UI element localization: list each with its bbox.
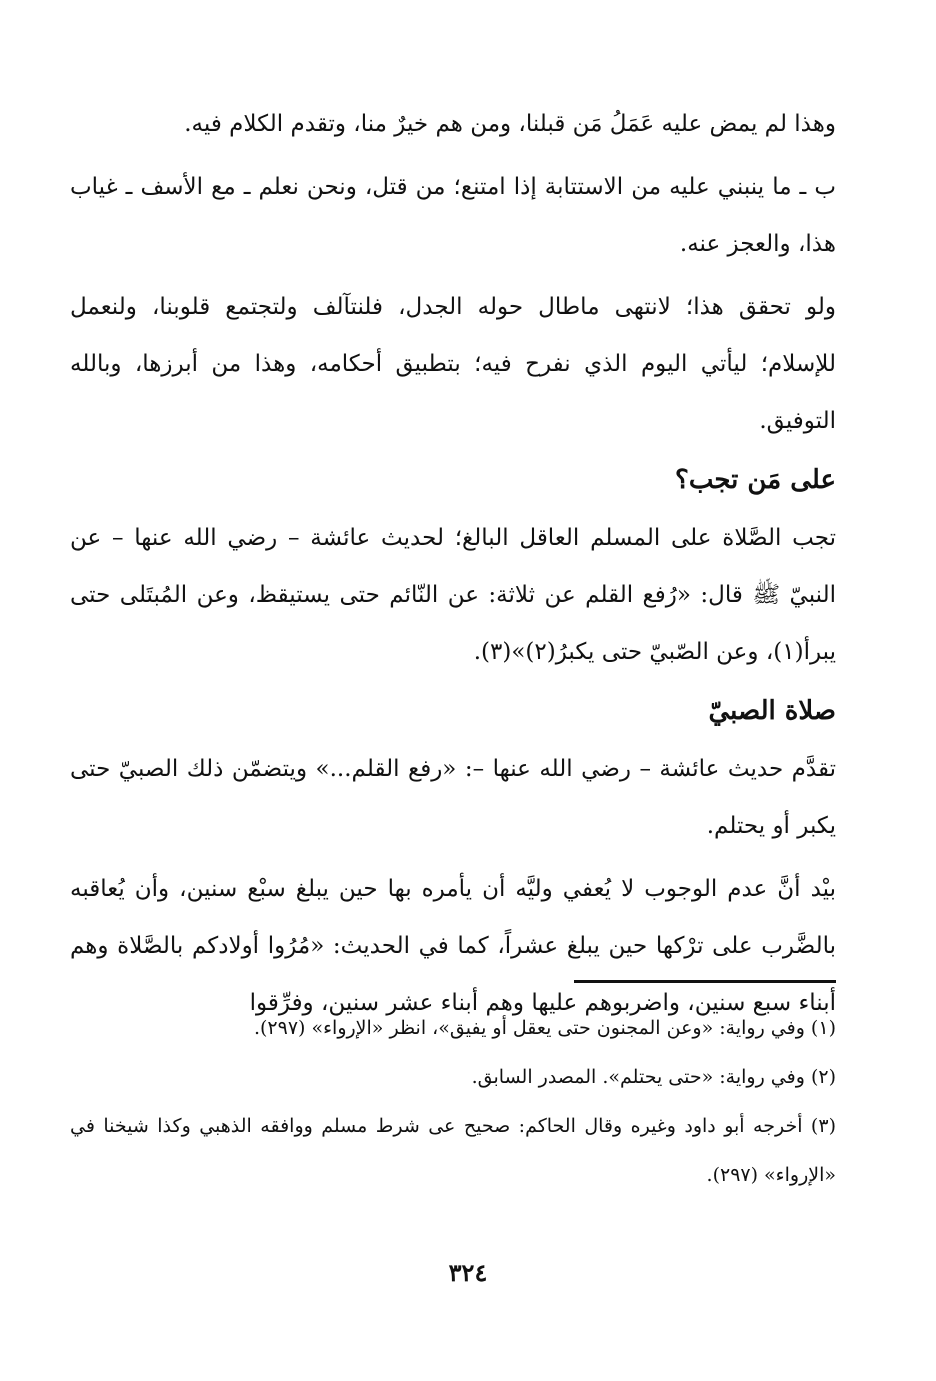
paragraph-2: ب ـ ما ينبني عليه من الاستتابة إذا امتنع؛ من قتل، ونحن نعلم ـ مع الأسف ـ غياب هذا، والعجز عنه.: [70, 174, 836, 257]
page-number: ٣٢٤: [448, 1258, 488, 1287]
section-heading-who-must-pray: على مَن تجب؟: [675, 465, 836, 495]
paragraph-5: تقدَّم حديث عائشة – رضي الله عنها –: «رفع القلم...» ويتضمّن ذلك الصبيّ حتى يكبر أو يحتلم.: [70, 756, 836, 839]
paragraph-6: بيْد أنَّ عدم الوجوب لا يُعفي وليَّه أن يأمره بها حين يبلغ سبْع سنين، وأن يُعاقبه بالضَّرب على ترْكها حين يبلغ عشراً، كما في الحديث: «مُرُوا أولادكم بالصَّلاة وهم أبناء سبع سنين، واضربوهم عليها وهم أبناء عشر سنين، وفرِّقوا: [70, 876, 836, 1016]
footnotes: [70, 1004, 836, 1200]
footnote-2: (٢) وفي رواية: «حتى يحتلم». المصدر السابق.: [471, 1066, 836, 1088]
footnote-3: (٣) أخرجه أبو داود وغيره وقال الحاكم: صحيح عى شرط مسلم ووافقه الذهبي وكذا شيخنا في «الإرواء» (٢٩٧).: [70, 1115, 836, 1186]
footnote-separator: [574, 980, 836, 983]
footnote-1: (١) وفي رواية: «وعن المجنون حتى يعقل أو يفيق»، انظر «الإرواء» (٢٩٧).: [253, 1017, 836, 1039]
paragraph-1: وهذا لم يمض عليه عَمَلُ مَن قبلنا، ومن هم خيرٌ منا، وتقدم الكلام فيه.: [184, 111, 836, 137]
paragraph-3: ولو تحقق هذا؛ لانتهى ماطال حوله الجدل، فلنتآلف ولتجتمع قلوبنا، ولنعمل للإسلام؛ ليأتي اليوم الذي نفرح فيه؛ بتطبيق أحكامه، وهذا من أبرزها، وبالله التوفيق.: [70, 294, 836, 434]
paragraph-4: تجب الصَّلاة على المسلم العاقل البالغ؛ لحديث عائشة – رضي الله عنها – عن النبيّ ﷺ قال: «رُفع القلم عن ثلاثة: عن النّائم حتى يستيقظ، وعن المُبتَلى حتى يبرأ(١)، وعن الصّبيّ حتى يكبرُ(٢)»(٣).: [70, 525, 836, 665]
main-text: [70, 96, 836, 1032]
section-heading-child-prayer: صلاة الصبيّ: [708, 696, 836, 726]
